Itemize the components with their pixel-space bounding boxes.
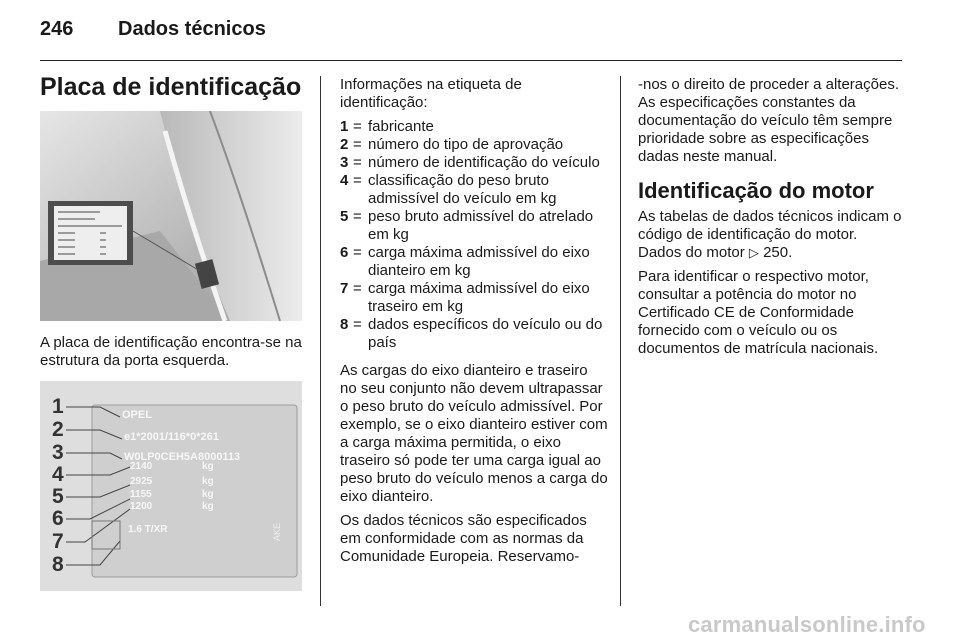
callout-number: 6: [52, 507, 64, 530]
middle-column: [340, 76, 608, 572]
header-rule: [40, 60, 902, 61]
label-fields-list: [340, 118, 608, 352]
column-divider: [620, 76, 621, 606]
callout-number: 3: [52, 441, 64, 464]
watermark: carmanualsonline.info: [688, 612, 926, 637]
callout-number: 1: [52, 395, 64, 418]
list-item: 8 = dados específicos do veículo ou do país: [340, 316, 603, 351]
list-item: 4 = classificação do peso bruto admissível do veículo em kg: [340, 172, 557, 207]
engine-id-heading: Identificação do motor: [638, 178, 874, 203]
svg-text:AKE: AKE: [272, 522, 282, 541]
label-line-vin: W0LP0CEH5A8000113: [124, 451, 241, 463]
list-item: 3 = número de identificação do veículo: [340, 154, 600, 171]
list-intro: Informações na etiqueta de identificação:: [340, 76, 522, 111]
engine-data-link[interactable]: 250.: [763, 244, 793, 261]
label-line-approval: e1*2001/116*0*261: [124, 431, 219, 443]
page-number: 246: [40, 18, 74, 40]
list-item: 7 = carga máxima admissível do eixo traseiro em kg: [340, 280, 590, 315]
label-line-weight: 1200: [130, 501, 153, 512]
list-item: 1 = fabricante: [340, 118, 434, 135]
section-title: Dados técnicos: [118, 18, 266, 40]
page-ref-icon: ▷: [748, 245, 759, 260]
label-unit: kg: [202, 501, 214, 512]
list-item: 5 = peso bruto admissível do atrelado em kg: [340, 208, 594, 243]
label-line-weight: 1155: [130, 489, 152, 500]
axle-load-paragraph: As cargas do eixo dianteiro e traseiro no seu conjunto não devem ultrapassar o peso bruto do veículo admissível. Por exemplo, se o eixo dianteiro estiver com a carga máxima permitida, o eixo traseiro só pode ter uma carga igual ao peso bruto do veículo menos a carga do eixo dianteiro.: [340, 362, 608, 505]
label-line-weight: 2925: [130, 476, 153, 487]
engine-identify-paragraph: Para identificar o respectivo motor, consultar a potência do motor no Certificado CE de Conformidade fornecido com o veículo ou os documentos de matrícula nacionais.: [638, 268, 879, 357]
engine-id-paragraph: As tabelas de dados técnicos indicam o código de identificação do motor. Dados do motor ▷ 250.: [638, 208, 902, 261]
callout-number: 4: [52, 463, 64, 486]
door-pillar-photo: [40, 111, 302, 321]
column-divider: [320, 76, 321, 606]
callout-number: 5: [52, 485, 64, 508]
callout-number: 7: [52, 530, 64, 553]
label-line-weight: 2140: [130, 461, 153, 472]
continued-paragraph: -nos o direito de proceder a alterações. As especificações constantes da documentação do veículo têm sempre prioridade sobre as especificações dadas neste manual.: [638, 76, 899, 165]
right-column: [638, 76, 904, 364]
list-item: 2 = número do tipo de aprovação: [340, 136, 564, 153]
section-heading: Placa de identificação: [40, 73, 302, 101]
photo-caption: A placa de identificação encontra-se na estrutura da porta esquerda.: [40, 334, 302, 369]
label-unit: kg: [202, 476, 214, 487]
callout-number: 8: [52, 553, 64, 576]
label-unit: kg: [202, 489, 214, 500]
label-line-manufacturer: OPEL: [122, 409, 152, 421]
identification-label-illustration: [40, 381, 302, 591]
specs-paragraph: Os dados técnicos são especificados em conformidade com as normas da Comunidade Europeia. Reservamo-: [340, 512, 587, 565]
callout-number: 2: [52, 418, 64, 441]
list-item: 6 = carga máxima admissível do eixo dianteiro em kg: [340, 244, 590, 279]
label-unit: kg: [202, 461, 214, 472]
label-footer: 1.6 T/XR: [128, 524, 168, 535]
